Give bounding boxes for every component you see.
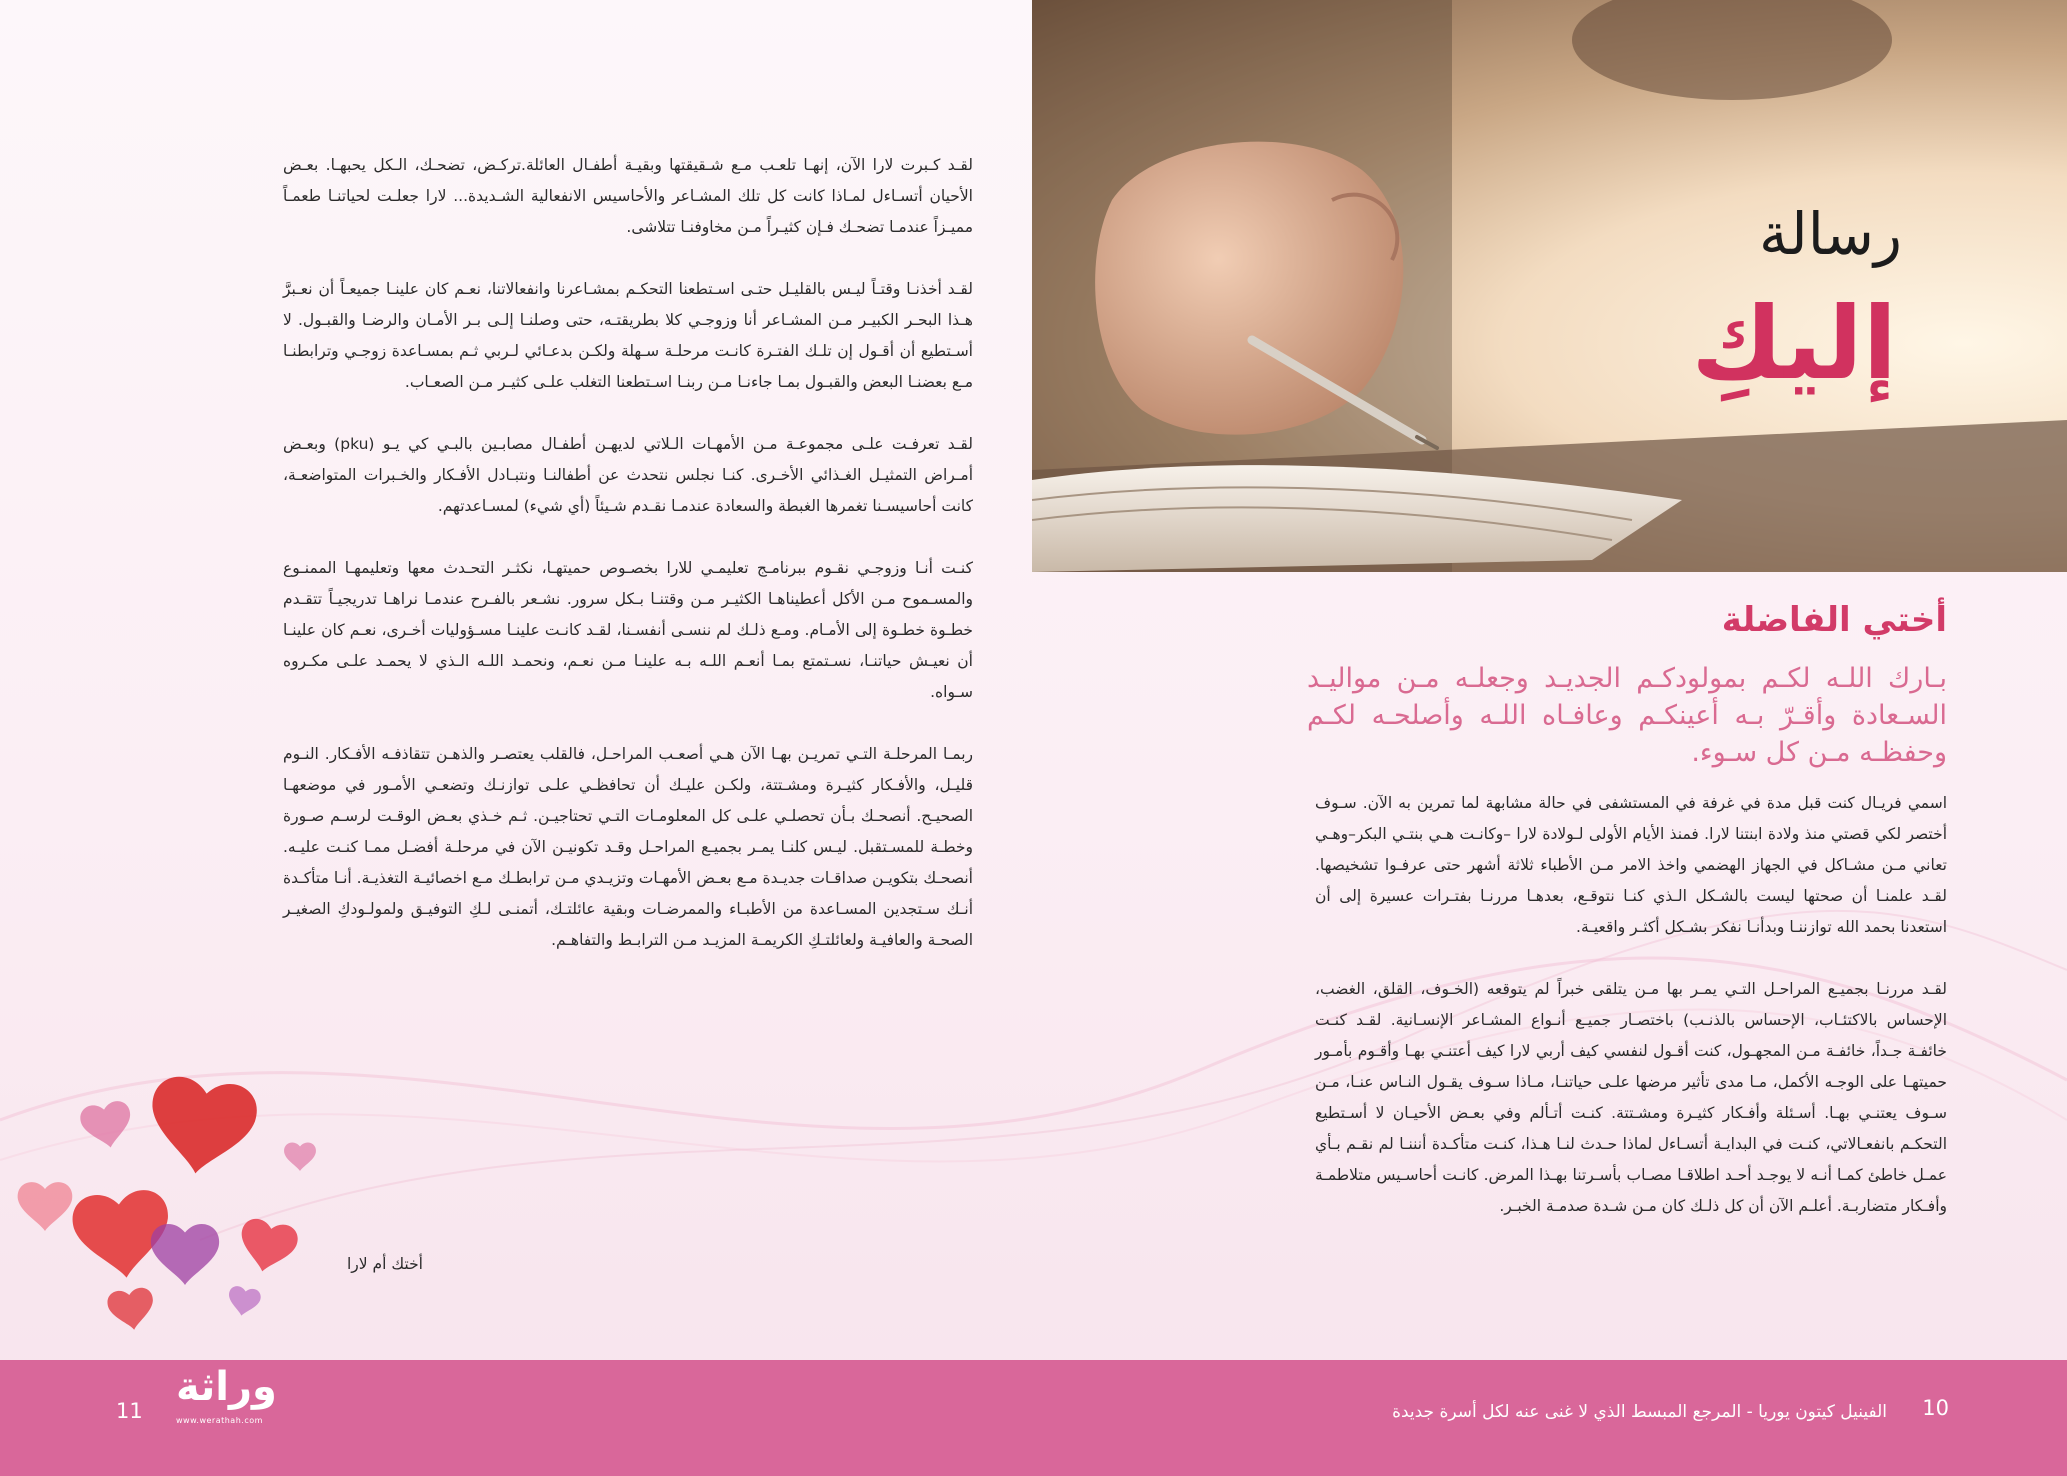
- title-small: رسالة: [1758, 200, 1902, 268]
- paragraph: لقـد مررنـا بجميـع المراحـل التـي يمـر بها مـن يتلقى خبراً لم يتوقعه (الخـوف، القلق، الغضب، الإحساس بالاكتئـاب، الإحساس بالذنـب) باختصـار جميـع أنـواع المشـاعر الإنسـانية. لقـد كنـت خائفـة جـداً، خائفـة مـن المجهـول، كنت أقـول لنفسي كيف أربي لارا كيف أعتنـي بهـا وأقـوم بأمـور حميتهـا على الوجـه الأكمل، مـا مدى تأثير مرضها علـى حياتنـا، مـاذا سـوف يقـول النـاس عنـا، مـن سـوف يعتنـي بهـا. أسـئلة وأفـكار كثيـرة ومشـتتة. كنـت أتـألم وفي بعـض الأحيـان لا أسـتطيع التحكـم بانفعـالاتي، كنـت في البدايـة أتسـاءل لماذا حـدث لنـا هـذا، كنـت متأكـدة أنننـا لم نقـم بـأي عمـل خاطئ كمـا أنـه لا يوجـد أحـد اطلاقـا مصـاب بأسـرتنا بهـذا المرض. كانـت أحاسـيس متلاطمـة وأفـكار متضاربـة. أعلـم الآن أن كل ذلـك كان مـن شـدة صدمـة الخبـر.: [1315, 980, 1947, 1215]
- paragraph: لقـد تعرفـت علـى مجموعـة مـن الأمهـات الـلاتي لديهـن أطفـال مصابـين بالبـي كي يـو (pku) وبعـض أمـراض التمثيـل الغـذائي الأخـرى. كنـا نجلس نتحدث عن أطفالنـا ونتبـادل الأفـكار والخـبرات المتواضعـة، كانت أحاسيسـنا تغمرها الغبطة والسعادة عندمـا نقـدم شـيئاً (أي شيء) لمسـاعدتهم.: [283, 435, 974, 515]
- footer-title: الفينيل كيتون يوريا - المرجع المبسط الذي لا غنى عنه لكل أسرة جديدة: [1392, 1402, 1887, 1422]
- paragraph: لقـد أخذنـا وقتـاً ليـس بالقليـل حتـى اسـتطعنا التحكـم بمشـاعرنا وانفعالاتنا، نعـم كان علينـا جميعـاً أن نعـبرَّ هـذا البحـر الكبيـر مـن المشـاعر أنا وزوجـي كلا بطريقتـه، حتى وصلنـا إلـى بـر الأمـان والرضـا والقبـول. لا أسـتطيع أن أقـول إن تلـك الفتـرة كانـت مرحلـة سـهلة ولكـن بدعـائي لـربي ثـم بمسـاعدة زوجـي وترابطنـا مـع بعضنـا البعض والقبـول بمـا جاءنـا مـن ربنـا اسـتطعنا التغلب علـى كثيـر مـن الصعـاب.: [283, 280, 973, 391]
- brand-logo: وراثة: [176, 1364, 277, 1410]
- title-big: إليكِ: [1691, 285, 1897, 402]
- right-column-text: [1315, 788, 1947, 1253]
- blessing-text: بـارك اللـه لكـم بمولودكـم الجديـد وجعلـه مـن مواليـد السـعادة وأقـرّ بـه أعينكـم وعافـاه اللـه وأصلحـه لكـم وحفظـه مـن كل سـوء.: [1307, 663, 1947, 768]
- signature: أختك أم لارا: [346, 1255, 423, 1273]
- paragraph: ربمـا المرحلـة التـي تمريـن بهـا الآن هـي أصعـب المراحـل، فالقلب يعتصـر والذهـن تتقاذفـه الأفـكار. النـوم قليـل، والأفـكار كثيـرة ومشـتتة، ولكـن عليـك أن تحافظـي علـى توازنـك وتضعـي الأمـور في موضعهـا الصحيـح. أنصحـك بـأن تحصلـي علـى كل المعلومـات التـي تحتاجيـن. ثـم خـذي بعـض الوقـت لرسـم صـورة وخطـة للمسـتقبل. ليـس كلنـا يمـر بجميـع المراحـل وقـد تكونيـن الآن في مرحلـة أفضـل ممـا كنـت عليـه. أنصحـك بتكويـن صداقـات جديـدة مـع بعـض الأمهـات وتزيـدي مـن ترابطـك مـع اخصائيـة التغذيـة. أنـا متأكـدة أنـك سـتجدين المسـاعدة من الأطبـاء والممرضـات وبقية عائلتـك، أتمنـى لـكِ التوفيـق ولمولـودكِ الصغيـر الصحـة والعافيـة ولعائلتـكِ الكريمـة المزيـد مـن الترابـط والتفاهـم.: [283, 745, 973, 949]
- paragraph: كنـت أنـا وزوجـي نقـوم ببرنامـج تعليمـي للارا بخصـوص حميتهـا، نكثـر التحـدث معها وتعليمهـا الممنـوع والمسـموح مـن الأكل أعطيناهـا الكثيـر مـن وقتنـا بـكل سرور. نشـعر بالفـرح عندمـا نراهـا تدريجيـاً تتقـدم خطـوة خطـوة إلى الأمـام. ومـع ذلـك لم ننسـى أنفسـنا، لقـد كانـت علينـا مسـؤوليات أخـرى، نعـم كان علينـا أن نعيـش حياتنـا، نسـتمتع بمـا أنعـم اللـه بـه علينـا مـن نعـم، ونحمـد اللـه الـذي لا يحمـد علـى مكـروه سـواه.: [283, 559, 973, 701]
- footer-bar: [0, 1360, 2067, 1476]
- brand-logo-url: www.werathah.com: [176, 1416, 263, 1425]
- page-number-left: 11: [116, 1399, 143, 1423]
- hearts-illustration: [10, 1045, 390, 1335]
- greeting-heading: أختي الفاضلة: [1721, 600, 1947, 640]
- page-number-right: 10: [1922, 1396, 1949, 1420]
- paragraph: اسمي فريـال كنت قبل مدة في غرفة في المستشفى في حالة مشابهة لما تمرين به الآن. سـوف أختصر لكي قصتي منذ ولادة ابنتنا لارا. فمنذ الأيام الأولى لـولادة لارا –وكانـت هـي بنتـي البكر–وهـي تعاني مـن مشـاكل في الجهاز الهضمي واخذ الامر مـن الأطباء ثلاثة أشهر حتى عرفـوا تشخيصها. لقـد علمنـا أن صحتها ليست بالشـكل الـذي كنـا نتوقـع، بعدهـا مررنـا بفتـرات عسيرة إلى أن استعدنا بحمد الله توازننـا وبدأنـا نفكر بشـكل أكثـر واقعيـة.: [1315, 794, 1947, 936]
- paragraph: لقـد كـبرت لارا الآن، إنهـا تلعـب مـع شـقيقتها وبقيـة أطفـال العائلة.تركـض، تضحـك، الـكل يحبهـا. بعـض الأحيان أتسـاءل لمـاذا كانت كل تلك المشـاعر والأحاسيس الانفعالية الشـديدة... لارا جعلـت لحياتنـا طعمـاً مميـزاً عندمـا تضحـك فـإن كثيـراً مـن مخاوفنـا تتلاشى.: [283, 156, 973, 236]
- hero-photo-writing-hand: [1032, 0, 2067, 572]
- left-column-text: [283, 150, 973, 987]
